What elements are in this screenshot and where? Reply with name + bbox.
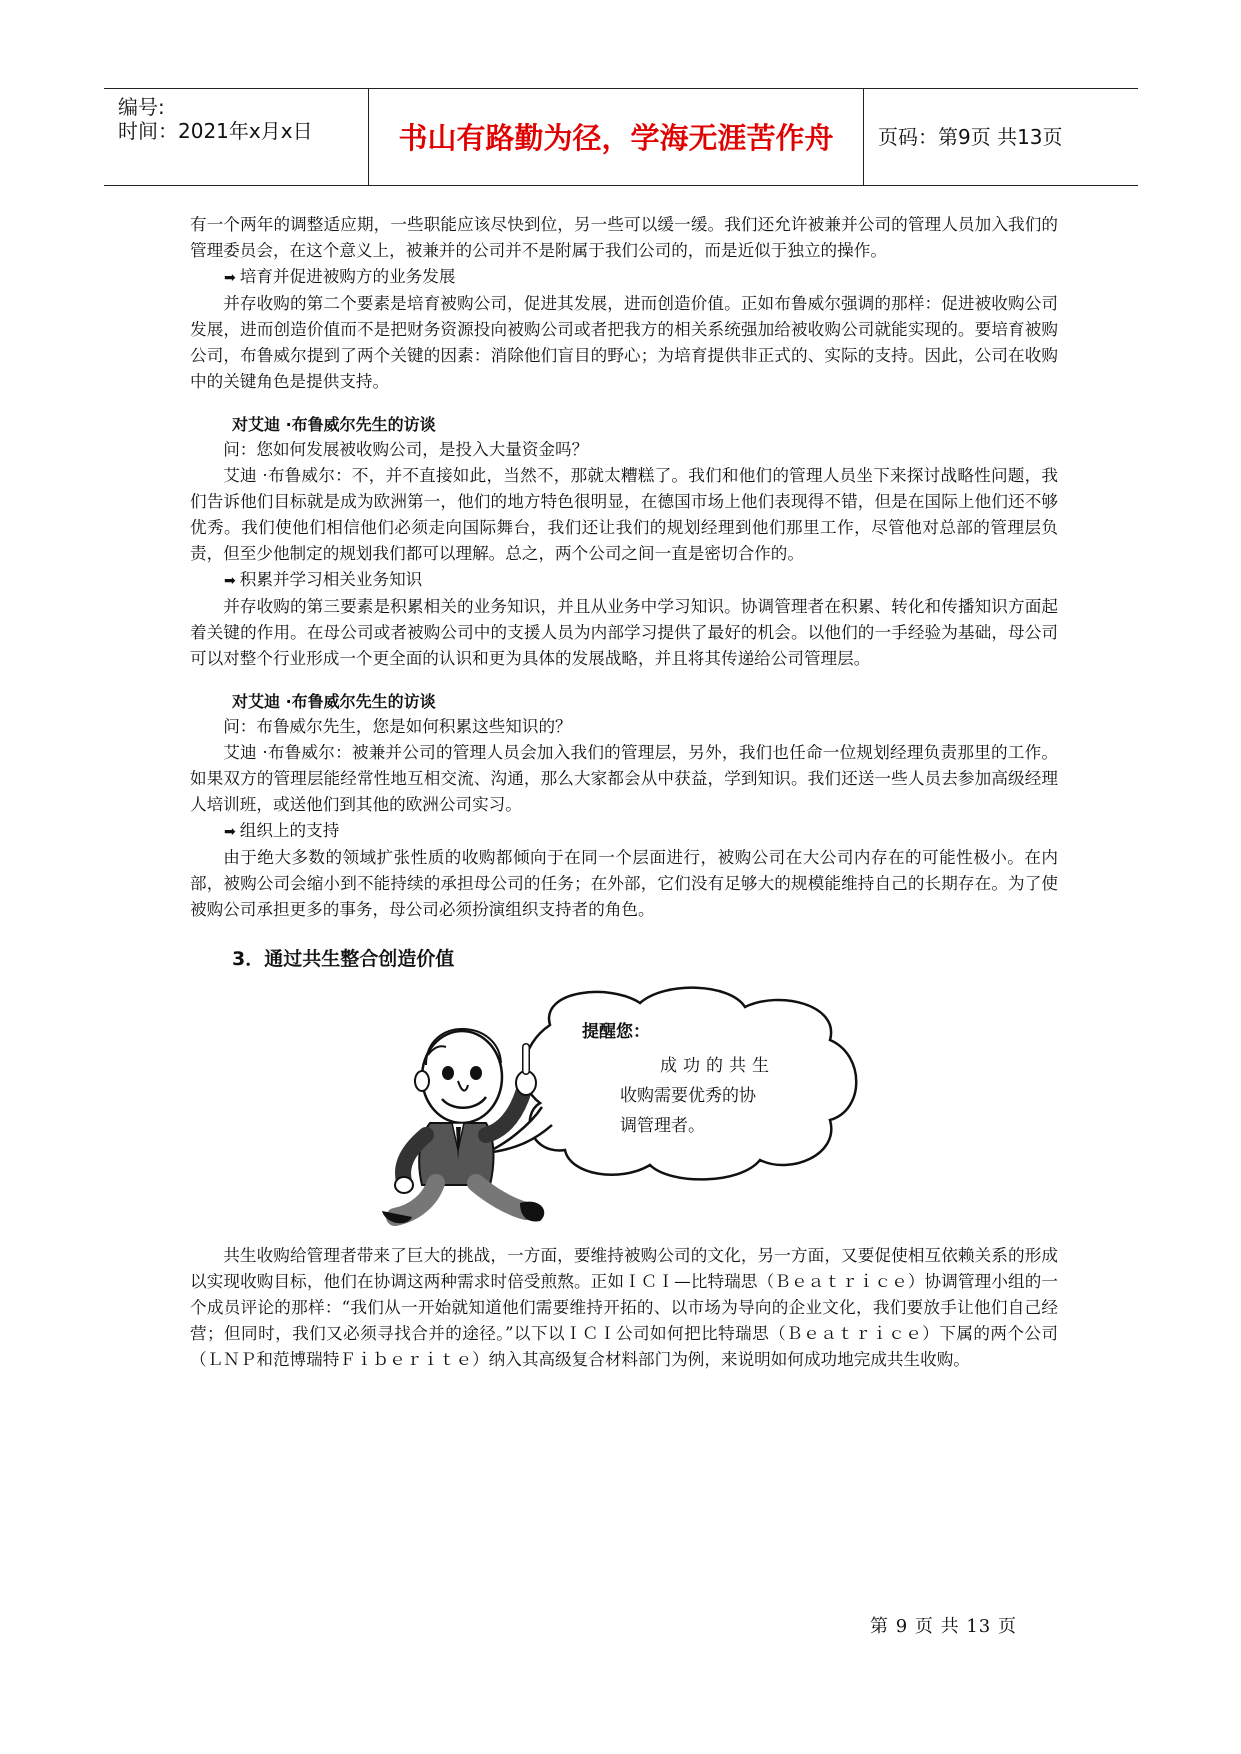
interview-question: 问：布鲁威尔先生，您是如何积累这些知识的？: [223, 717, 572, 736]
interview-title: 对艾迪 ·布鲁威尔先生的访谈: [232, 692, 436, 711]
paragraph: 由于绝大多数的领域扩张性质的收购都倾向于在同一个层面进行，被购公司在大公司内存在的可能性极小。在内部，被购公司会缩小到不能持续的承担母公司的任务；在外部，它们没有足够大的规模能维持自己的长期存在。为了使被购公司承担更多的事务，母公司必须扮演组织支持者的角色。: [190, 848, 1058, 919]
header-page-code: 页码：第9页 共13页: [878, 125, 1063, 149]
document-time-label: 时间：2021年x月x日: [118, 119, 313, 143]
bubble-text-line: 调管理者。: [620, 1116, 705, 1136]
interview-answer: 艾迪 ·布鲁威尔：被兼并公司的管理人员会加入我们的管理层，另外，我们也任命一位规划经理负责那里的工作。如果双方的管理层能经常性地互相交流、沟通，那么大家都会从中获益，学到知识。我们还送一些人员去参加高级经理人培训班，或送他们到其他的欧洲公司实习。: [190, 743, 1058, 814]
interview-question: 问：您如何发展被收购公司，是投入大量资金吗？: [223, 440, 589, 459]
bullet-label: 培育并促进被购方的业务发展: [239, 267, 456, 286]
paragraph: 有一个两年的调整适应期，一些职能应该尽快到位，另一些可以缓一缓。我们还允许被兼并公司的管理人员加入我们的管理委员会，在这个意义上，被兼并的公司并不是附属于我们公司的，而是近似于独立的操作。: [190, 215, 1058, 260]
bullet-item: [190, 567, 1058, 594]
header-motto-cell: [368, 89, 864, 185]
bubble-title: 提醒您：: [582, 1022, 650, 1042]
interview-title: 对艾迪 ·布鲁威尔先生的访谈: [232, 415, 436, 434]
cartoon-illustration: [190, 985, 1058, 1243]
interview-answer: 艾迪 ·布鲁威尔：不，并不直接如此，当然不，那就太糟糕了。我们和他们的管理人员坐下来探讨战略性问题，我们告诉他们目标就是成为欧洲第一，他们的地方特色很明显，在德国市场上他们表现得不错，但是在国际上他们还不够优秀。我们使他们相信他们必须走向国际舞台，我们还让我们的规划经理到他们那里工作，尽管他对总部的管理层负责，但至少他制定的规划我们都可以理解。总之，两个公司之间一直是密切合作的。: [190, 466, 1058, 563]
paragraph: 并存收购的第二个要素是培育被购公司，促进其发展，进而创造价值。正如布鲁威尔强调的那样：促进被收购公司发展，进而创造价值而不是把财务资源投向被购公司或者把我方的相关系统强加给被收购公司就能实现的。要培育被购公司，布鲁威尔提到了两个关键的因素：消除他们盲目的野心；为培育提供非正式的、实际的支持。因此，公司在收购中的关键角色是提供支持。: [190, 294, 1058, 391]
document-body: [190, 212, 1058, 1373]
section-heading: 3．通过共生整合创造价值: [232, 948, 455, 970]
bubble-text-line: 成功的共生: [660, 1056, 775, 1076]
page-footer: 第 9 页 共 13 页: [870, 1616, 1017, 1637]
right-arrow-icon: ➡: [224, 270, 236, 286]
right-arrow-icon: ➡: [224, 573, 236, 589]
header-motto: 书山有路勤为径，学海无涯苦作舟: [398, 121, 834, 155]
bullet-label: 组织上的支持: [239, 821, 340, 840]
page-header: [104, 88, 1138, 186]
bullet-label: 积累并学习相关业务知识: [239, 570, 423, 589]
paragraph: 并存收购的第三要素是积累相关的业务知识，并且从业务中学习知识。协调管理者在积累、转化和传播知识方面起着关键的作用。在母公司或者被购公司中的支援人员为内部学习提供了最好的机会。以他们的一手经验为基础，母公司可以对整个行业形成一个更全面的认识和更为具体的发展战略，并且将其传递给公司管理层。: [190, 597, 1058, 668]
header-info-cell: [104, 89, 368, 185]
right-arrow-icon: ➡: [224, 824, 236, 840]
bullet-item: [190, 818, 1058, 845]
bubble-text-line: 收购需要优秀的协: [620, 1086, 756, 1106]
bullet-item: [190, 264, 1058, 291]
header-page-cell: [864, 89, 1138, 185]
document-number-label: 编号:: [118, 95, 165, 119]
paragraph: 共生收购给管理者带来了巨大的挑战，一方面，要维持被购公司的文化，另一方面，又要促使相互依赖关系的形成以实现收购目标，他们在协调这两种需求时倍受煎熬。正如ＩＣＩ—比特瑞思（Ｂｅａｔｒｉｃｅ）协调管理小组的一个成员评论的那样：“我们从一开始就知道他们需要维持开拓的、以市场为导向的企业文化，我们要放手让他们自己经营；但同时，我们又必须寻找合并的途径。”以下以ＩＣＩ公司如何把比特瑞思（Ｂｅａｔｒｉｃｅ）下属的两个公司（ＬＮＰ和范博瑞特Ｆｉｂｅｒｉｔｅ）纳入其高级复合材料部门为例，来说明如何成功地完成共生收购。: [190, 1246, 1058, 1369]
